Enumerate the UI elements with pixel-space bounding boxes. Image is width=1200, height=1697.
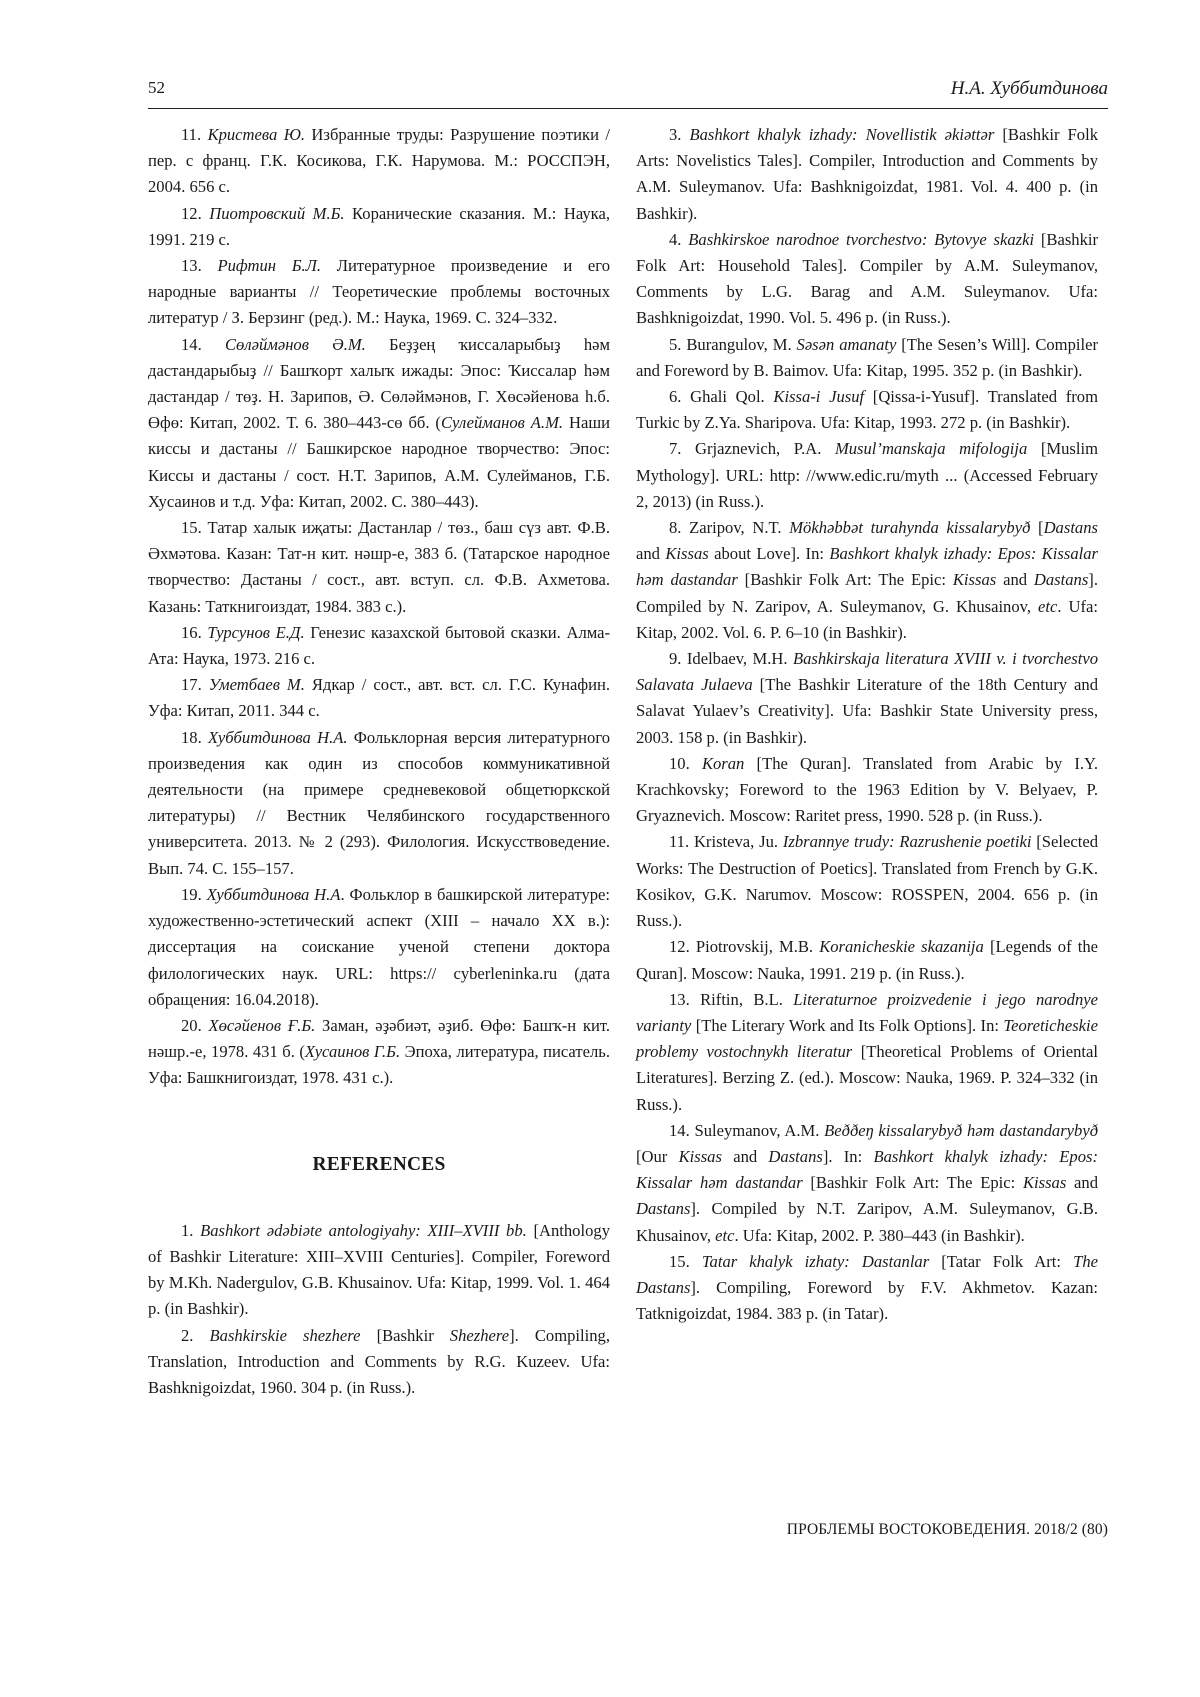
russian-bibliography: [148, 122, 610, 1092]
reference-entry: 2. Bashkirskie shezhere [Bashkir Shezhere]. Compiling, Translation, Introduction and Comments by R.G. Kuzeev. Ufa: Bashknigoizdat, 1960. 304 p. (in Russ.).: [148, 1325, 610, 1397]
reference-entry: 8. Zaripov, N.T. Mökhəbbət turahynda kissalarybyð [Dastans and Kissas about Love]. In: Bashkort khalyk izhady: Epos: Kissalar həm dastandar [Bashkir Folk Art: The Epic: Kissas and Dastans]. Compiled by N. Zaripov, A. Suleymanov, G. Khusainov, etc. Ufa: Kitap, 2002. Vol. 6. P. 6–10 (in Bashkir).: [636, 518, 1098, 642]
right-column: [636, 122, 1098, 1327]
running-head-author: Н.А. Хуббитдинова: [950, 78, 1108, 99]
reference-entry: 9. Idelbaev, M.H. Bashkirskaja literatura XVIII v. i tvorchestvo Salavata Julaeva [The Bashkir Literature of the 18th Century and Salavat Yulaev’s Creativity]. Ufa: Bashkir State University press, 2003. 158 p. (in Bashkir).: [636, 649, 1098, 747]
running-head: [148, 78, 1108, 109]
reference-entry: 13. Рифтин Б.Л. Литературное произведение и его народные варианты // Теоретические проблемы восточных литератур / З. Берзинг (ред.). М.: Наука, 1969. С. 324–332.: [148, 256, 610, 328]
reference-entry: 12. Piotrovskij, M.B. Koranicheskie skazanija [Legends of the Quran]. Moscow: Nauka, 1991. 219 p. (in Russ.).: [636, 937, 1099, 983]
reference-entry: 12. Пиотровский М.Б. Коранические сказания. М.: Наука, 1991. 219 с.: [148, 203, 610, 249]
reference-entry: 11. Кристева Ю. Избранные труды: Разрушение поэтики / пер. с франц. Г.К. Косикова, Г.К. Нарумова. М.: РОССПЭН, 2004. 656 с.: [148, 125, 611, 197]
reference-entry: 11. Kristeva, Ju. Izbrannye trudy: Razrushenie poetiki [Selected Works: The Destruction of Poetics]. Translated from French by G.K. Kosikov, G.K. Narumov. Moscow: ROSSPEN, 2004. 656 p. (in Russ.).: [636, 832, 1098, 931]
references-list-right: [636, 122, 1098, 1327]
reference-entry: 19. Хуббитдинова Н.А. Фольклор в башкирской литературе: художественно-эстетический аспект (XIII – начало XX в.): диссертация на соискание ученой степени доктора филологических наук. URL: https:// cyberleninka.ru (дата обращения: 16.04.2018).: [148, 884, 611, 1009]
reference-entry: 1. Bashkort ədəbiəte antologiyahy: XIII–XVIII bb. [Anthology of Bashkir Literature: XIII–XVIII Centuries]. Compiler, Foreword by M.Kh. Nadergulov, G.B. Khusainov. Ufa: Kitap, 1999. Vol. 1. 464 p. (in Bashkir).: [148, 1220, 610, 1319]
reference-entry: 13. Riftin, B.L. Literaturnoe proizvedenie i jego narodnye varianty [The Literary Work and Its Folk Options]. In: Teoreticheskie problemy vostochnykh literatur [Theoretical Problems of Oriental Literatures]. Berzing Z. (ed.). Moscow: Nauka, 1969. P. 324–332 (in Russ.).: [636, 989, 1099, 1114]
reference-entry: 15. Tatar khalyk izhaty: Dastanlar [Tatar Folk Art: The Dastans]. Compiling, Foreword by F.V. Akhmetov. Kazan: Tatknigoizdat, 1984. 383 p. (in Tatar).: [636, 1251, 1098, 1324]
references-heading: REFERENCES: [312, 1153, 446, 1175]
reference-entry: 10. Koran [The Quran]. Translated from Arabic by I.Y. Krachkovsky; Foreword to the 1963 Edition by V. Belyaev, P. Gryaznevich. Moscow: Raritet press, 1990. 528 p. (in Russ.).: [636, 753, 1099, 826]
reference-entry: 18. Хуббитдинова Н.А. Фольклорная версия литературного произведения как один из способов коммуникативной деятельности (на примере средневековой общетюркской литературы) // Вестник Челябинского государственного университета. 2013. № 2 (293). Филология. Искусствоведение. Вып. 74. С. 155–157.: [148, 727, 611, 878]
journal-footer: ПРОБЛЕМЫ ВОСТОКОВЕДЕНИЯ. 2018/2 (80): [786, 1521, 1108, 1538]
reference-entry: 6. Ghali Qol. Kissa-i Jusuf [Qissa-i-Yusuf]. Translated from Turkic by Z.Ya. Sharipova. Ufa: Kitap, 1993. 272 p. (in Bashkir).: [636, 387, 1099, 433]
reference-entry: 14. Suleymanov, A.M. Beððeŋ kissalarybyð həm dastandarybyð [Our Kissas and Dastans]. In: Bashkort khalyk izhady: Epos: Kissalar həm dastandar [Bashkir Folk Art: The Epic: Kissas and Dastans]. Compiled by N.T. Zaripov, A.M. Suleymanov, G.B. Khusainov, etc. Ufa: Kitap, 2002. P. 380–443 (in Bashkir).: [636, 1120, 1098, 1245]
reference-entry: 5. Burangulov, M. Səsən amanaty [The Sesen’s Will]. Compiler and Foreword by B. Baimov. Ufa: Kitap, 1995. 352 p. (in Bashkir).: [636, 334, 1098, 380]
left-column: [148, 122, 610, 1401]
reference-entry: 17. Уметбаев М. Ядкар / сост., авт. вст. сл. Г.С. Кунафин. Уфа: Китап, 2011. 344 с.: [148, 675, 610, 721]
reference-entry: 16. Турсунов Е.Д. Генезис казахской бытовой сказки. Алма-Ата: Наука, 1973. 216 с.: [148, 622, 611, 669]
reference-entry: 3. Bashkort khalyk izhady: Novellistik əkiəttər [Bashkir Folk Arts: Novelistics Tales]. Compiler, Introduction and Comments by A.M. Suleymanov. Ufa: Bashknigoizdat, 1981. Vol. 4. 400 p. (in Bashkir).: [636, 125, 1098, 223]
reference-entry: 7. Grjaznevich, P.A. Musul’manskaja mifologija [Muslim Mythology]. URL: http: //www.edic.ru/myth ... (Accessed February 2, 2013) (in Russ.).: [636, 439, 1099, 511]
reference-entry: 14. Сөләймәнов Ә.М. Беҙҙең ҡиссаларыбыҙ һәм дастандарыбыҙ // Башҡорт халыҡ ижады: Эпос: Ҡиссалар һәм дастандар / төҙ. Н. Зарипов, Ә. Сөләймәнов, Г. Хөсәйенова һ.б. Өфө: Китап, 2002. Т. 6. 380–443-сө бб. (Сулейманов А.М. Наши киссы и дастаны // Башкирское народное творчество: Эпос: Киссы и дастаны / сост. Н.Т. Зарипов, А.М. Сулейманов, Г.Б. Хусаинов и т.д. Уфа: Китап, 2002. С. 380–443).: [148, 334, 611, 511]
page-number: 52: [148, 78, 165, 97]
references-list-left: [148, 1218, 610, 1401]
reference-entry: 4. Bashkirskoe narodnoe tvorchestvo: Bytovye skazki [Bashkir Folk Art: Household Tales]. Compiler by A.M. Suleymanov, Comments by L.G. Barag and A.M. Suleymanov. Ufa: Bashknigoizdat, 1990. Vol. 5. 496 p. (in Russ.).: [636, 229, 1099, 328]
reference-entry: 20. Хөсәйенов Ғ.Б. Заман, әҙәбиәт, әҙиб. Өфө: Башҡ-н кит. нәшр.-е, 1978. 431 б. (Хусаинов Г.Б. Эпоха, литература, писатель. Уфа: Башкнигоиздат, 1978. 431 с.).: [148, 1015, 611, 1088]
reference-entry: 15. Татар халык иҗаты: Дастанлар / төз., баш сүз авт. Ф.В. Әхмәтова. Казан: Тат-н кит. нәшр-е, 383 б. (Татарское народное творчество: Дастаны / сост., авт. вступ. сл. Ф.В. Ахметова. Казань: Таткнигоиздат, 1984. 383 с.).: [148, 518, 610, 616]
